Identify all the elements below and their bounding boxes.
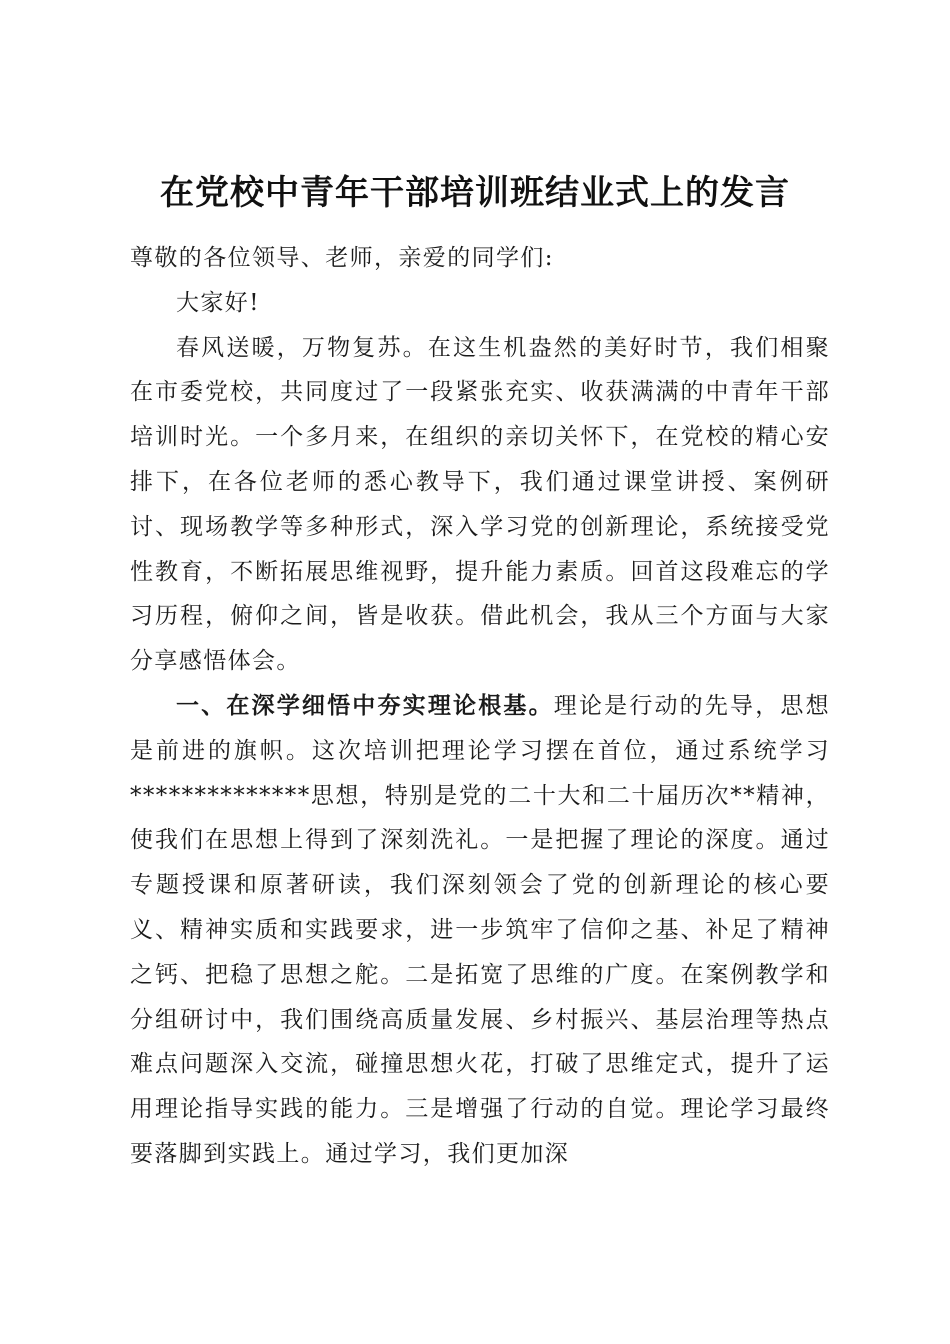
section-1-text: 理论是行动的先导，思想是前进的旗帜。这次培训把理论学习摆在首位，通过系统学习**************思想，特别是党的二十大和二十届历次**精神，使我们在思想上得到了深刻洗礼。一是把握了理论的深度。通过专题授课和原著研读，我们深刻领会了党的创新理论的核心要义、精神实质和实践要求，进一步筑牢了信仰之基、补足了精神之钙、把稳了思想之舵。二是拓宽了思维的广度。在案例教学和分组研讨中，我们围绕高质量发展、乡村振兴、基层治理等热点难点问题深入交流，碰撞思想火花，打破了思维定式，提升了运用理论指导实践的能力。三是增强了行动的自觉。理论学习最终要落脚到实践上。通过学习，我们更加深 bbox=[130, 692, 831, 1167]
section-1-heading: 一、在深学细悟中夯实理论根基。 bbox=[176, 692, 554, 719]
document-body bbox=[130, 236, 830, 1177]
intro-paragraph: 春风送暖，万物复苏。在这生机盎然的美好时节，我们相聚在市委党校，共同度过了一段紧张充实、收获满满的中青年干部培训时光。一个多月来，在组织的亲切关怀下，在党校的精心安排下，在各位老师的悉心教导下，我们通过课堂讲授、案例研讨、现场教学等多种形式，深入学习党的创新理论，系统接受党性教育，不断拓展思维视野，提升能力素质。回首这段难忘的学习历程，俯仰之间，皆是收获。借此机会，我从三个方面与大家分享感悟体会。 bbox=[130, 334, 830, 675]
document-title: 在党校中青年干部培训班结业式上的发言 bbox=[160, 173, 790, 213]
greeting: 大家好! bbox=[176, 289, 260, 316]
section-1-paragraph bbox=[130, 684, 830, 1177]
salutation: 尊敬的各位领导、老师，亲爱的同学们: bbox=[130, 245, 554, 271]
